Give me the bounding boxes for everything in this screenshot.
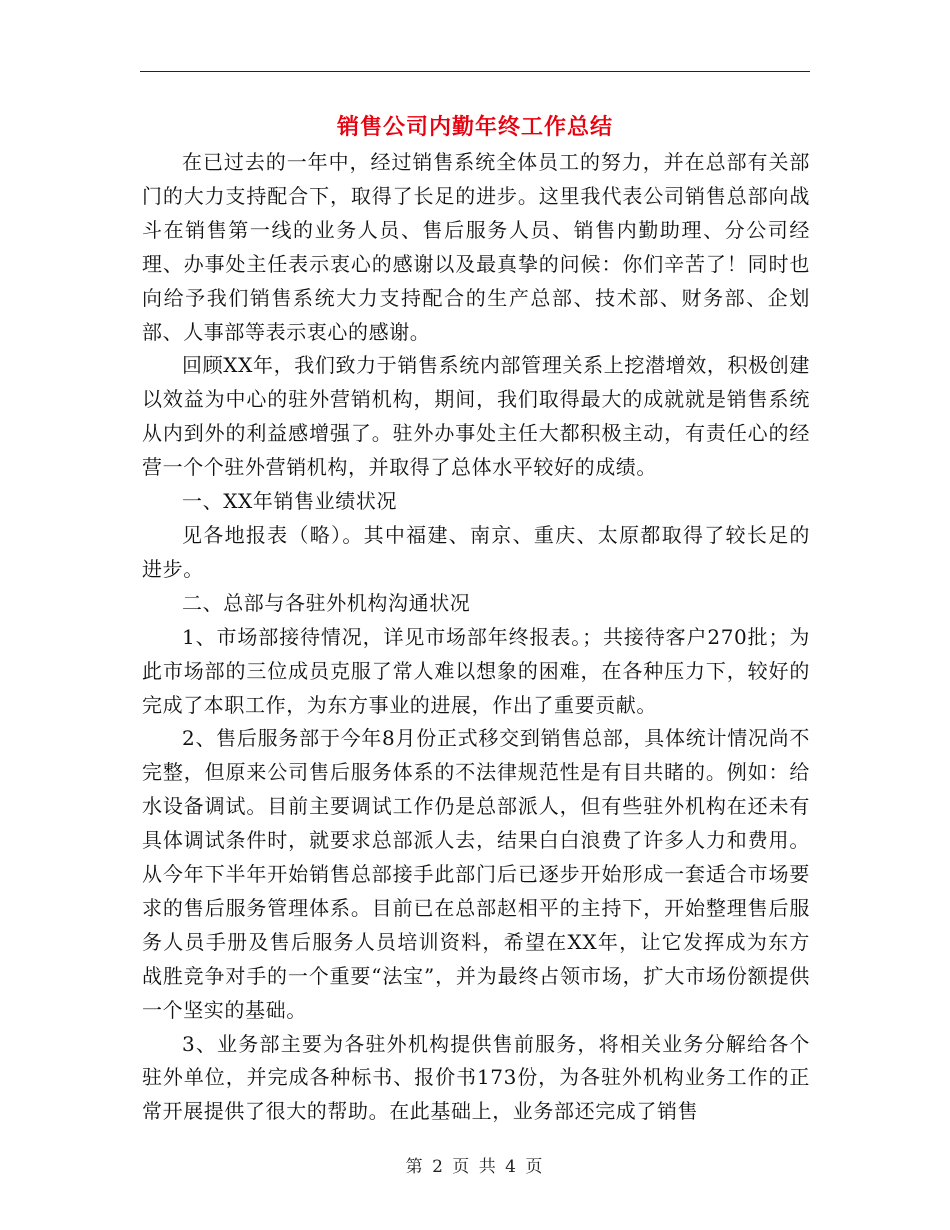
section-heading: 一、XX年销售业绩状况 xyxy=(182,489,398,514)
paragraph: 见各地报表（略）。其中福建、南京、重庆、太原都取得了较长足的进步。 xyxy=(142,522,810,581)
paragraph: 在已过去的一年中，经过销售系统全体员工的努力，并在总部有关部门的大力支持配合下，取得了长足的进步。这里我代表公司销售总部向战斗在销售第一线的业务人员、售后服务人员、销售内勤助理、分公司经理、办事处主任表示衷心的感谢以及最真挚的问候：你们辛苦了！同时也向给予我们销售系统大力支持配合的生产总部、技术部、财务部、企划部、人事部等表示衷心的感谢。 xyxy=(142,150,810,344)
header-rule xyxy=(140,71,810,72)
section-heading: 二、总部与各驻外机构沟通状况 xyxy=(182,590,471,615)
document-body xyxy=(142,146,810,1129)
document-title: 销售公司内勤年终工作总结 xyxy=(336,115,613,140)
page-number: 第 2 页 共 4 页 xyxy=(405,1157,545,1177)
paragraph: 1、市场部接待情况，详见市场部年终报表。；共接待客户270批；为此市场部的三位成员克服了常人难以想象的困难，在各种压力下，较好的完成了本职工作，为东方事业的进展，作出了重要贡献。 xyxy=(142,624,810,717)
paragraph: 3、业务部主要为各驻外机构提供售前服务，将相关业务分解给各个驻外单位，并完成各种标书、报价书173份，为各驻外机构业务工作的正常开展提供了很大的帮助。在此基础上，业务部还完成了销售 xyxy=(142,1031,810,1124)
paragraph: 回顾XX年，我们致力于销售系统内部管理关系上挖潜增效，积极创建以效益为中心的驻外营销机构，期间，我们取得最大的成就就是销售系统从内到外的利益感增强了。驻外办事处主任大都积极主动，有责任心的经营一个个驻外营销机构，并取得了总体水平较好的成绩。 xyxy=(142,353,810,480)
paragraph: 2、售后服务部于今年8月份正式移交到销售总部，具体统计情况尚不完整，但原来公司售后服务体系的不法律规范性是有目共睹的。例如：给水设备调试。目前主要调试工作仍是总部派人，但有些驻外机构在还未有具体调试条件时，就要求总部派人去，结果白白浪费了许多人力和费用。从今年下半年开始销售总部接手此部门后已逐步开始形成一套适合市场要求的售后服务管理体系。目前已在总部赵相平的主持下，开始整理售后服务人员手册及售后服务人员培训资料，希望在XX年，让它发挥成为东方战胜竞争对手的一个重要“法宝”，并为最终占领市场，扩大市场份额提供一个坚实的基础。 xyxy=(142,726,810,1022)
